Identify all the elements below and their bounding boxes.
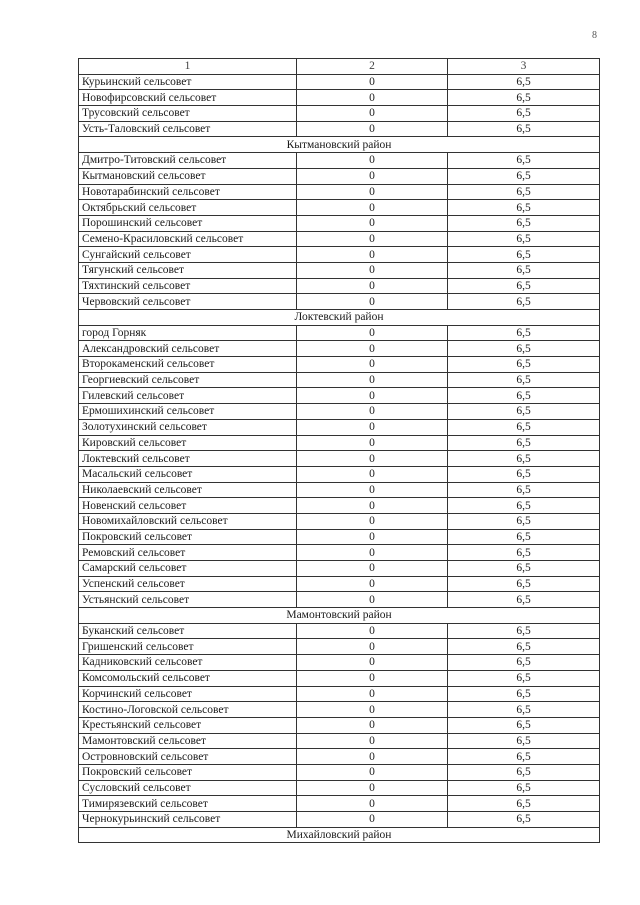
settlement-name: Ермошихинский сельсовет [79,404,297,420]
district-header-row [79,137,600,153]
column-3-value: 6,5 [448,639,600,655]
table-row [79,153,600,169]
table-row [79,215,600,231]
column-2-value: 0 [297,419,448,435]
table-row [79,717,600,733]
column-2-value: 0 [297,262,448,278]
column-2-value: 0 [297,388,448,404]
column-3-value: 6,5 [448,121,600,137]
table-row [79,231,600,247]
column-3-value: 6,5 [448,262,600,278]
column-3-value: 6,5 [448,357,600,373]
table-row [79,278,600,294]
settlement-name: Порошинский сельсовет [79,215,297,231]
column-2-value: 0 [297,780,448,796]
column-2-value: 0 [297,623,448,639]
table-row [79,90,600,106]
column-header-3: 3 [448,59,600,75]
settlement-name: Покровский сельсовет [79,529,297,545]
settlement-name: Трусовский сельсовет [79,106,297,122]
column-3-value: 6,5 [448,717,600,733]
column-3-value: 6,5 [448,215,600,231]
settlement-name: Усть-Таловский сельсовет [79,121,297,137]
settlement-name: Второкаменский сельсовет [79,357,297,373]
table-row [79,341,600,357]
column-3-value: 6,5 [448,482,600,498]
column-2-value: 0 [297,733,448,749]
column-2-value: 0 [297,435,448,451]
settlement-name: Сунгайский сельсовет [79,247,297,263]
column-2-value: 0 [297,702,448,718]
table-row [79,106,600,122]
column-2-value: 0 [297,686,448,702]
column-2-value: 0 [297,466,448,482]
table-row [79,294,600,310]
table-row [79,561,600,577]
settlement-name: Золотухинский сельсовет [79,419,297,435]
column-3-value: 6,5 [448,749,600,765]
column-header-row [79,59,600,75]
table-row [79,686,600,702]
table-row [79,451,600,467]
column-2-value: 0 [297,639,448,655]
settlement-name: Гришенский сельсовет [79,639,297,655]
settlement-name: Тяхтинский сельсовет [79,278,297,294]
table-row [79,733,600,749]
column-2-value: 0 [297,561,448,577]
table-row [79,529,600,545]
district-header-row [79,310,600,326]
column-2-value: 0 [297,200,448,216]
settlement-name: Устьянский сельсовет [79,592,297,608]
column-3-value: 6,5 [448,702,600,718]
table-row [79,74,600,90]
settlement-name: Кадниковский сельсовет [79,655,297,671]
settlement-name: Корчинский сельсовет [79,686,297,702]
settlement-name: Дмитро-Титовский сельсовет [79,153,297,169]
table-row [79,168,600,184]
column-3-value: 6,5 [448,545,600,561]
table-row [79,576,600,592]
column-3-value: 6,5 [448,74,600,90]
column-3-value: 6,5 [448,388,600,404]
table-row [79,325,600,341]
table-row [79,372,600,388]
column-3-value: 6,5 [448,733,600,749]
district-header-row [79,827,600,843]
column-3-value: 6,5 [448,529,600,545]
column-3-value: 6,5 [448,576,600,592]
table-row [79,545,600,561]
column-2-value: 0 [297,121,448,137]
column-2-value: 0 [297,247,448,263]
table-row [79,247,600,263]
settlement-name: Червовский сельсовет [79,294,297,310]
settlement-name: Ремовский сельсовет [79,545,297,561]
column-2-value: 0 [297,168,448,184]
column-3-value: 6,5 [448,561,600,577]
column-3-value: 6,5 [448,106,600,122]
column-3-value: 6,5 [448,200,600,216]
settlement-name: Островновский сельсовет [79,749,297,765]
settlement-name: Чернокурьинский сельсовет [79,812,297,828]
settlement-name: Георгиевский сельсовет [79,372,297,388]
district-header-row [79,608,600,624]
settlement-name: Комсомольский сельсовет [79,670,297,686]
settlement-name: Семено-Красиловский сельсовет [79,231,297,247]
settlement-name: Кировский сельсовет [79,435,297,451]
table-row [79,388,600,404]
column-3-value: 6,5 [448,780,600,796]
table-row [79,796,600,812]
settlement-name: Новофирсовский сельсовет [79,90,297,106]
district-name: Локтевский район [79,310,600,326]
settlement-name: Масальский сельсовет [79,466,297,482]
column-2-value: 0 [297,325,448,341]
column-3-value: 6,5 [448,372,600,388]
table-row [79,513,600,529]
column-2-value: 0 [297,153,448,169]
column-2-value: 0 [297,357,448,373]
column-3-value: 6,5 [448,90,600,106]
settlement-name: Сусловский сельсовет [79,780,297,796]
district-name: Кытмановский район [79,137,600,153]
table-row [79,498,600,514]
table-row [79,780,600,796]
column-2-value: 0 [297,513,448,529]
settlement-name: Костино-Логовской сельсовет [79,702,297,718]
column-2-value: 0 [297,341,448,357]
column-2-value: 0 [297,294,448,310]
table-row [79,200,600,216]
column-3-value: 6,5 [448,419,600,435]
column-2-value: 0 [297,764,448,780]
column-2-value: 0 [297,404,448,420]
table-row [79,404,600,420]
column-2-value: 0 [297,106,448,122]
column-3-value: 6,5 [448,294,600,310]
table-row [79,419,600,435]
column-2-value: 0 [297,545,448,561]
settlement-name: Самарский сельсовет [79,561,297,577]
page-number: 8 [592,30,597,41]
table-row [79,702,600,718]
district-name: Мамонтовский район [79,608,600,624]
table-row [79,121,600,137]
column-3-value: 6,5 [448,451,600,467]
column-2-value: 0 [297,90,448,106]
column-2-value: 0 [297,231,448,247]
table-row [79,357,600,373]
settlement-name: Успенский сельсовет [79,576,297,592]
column-2-value: 0 [297,74,448,90]
column-3-value: 6,5 [448,153,600,169]
settlement-name: Новенский сельсовет [79,498,297,514]
column-2-value: 0 [297,451,448,467]
settlement-name: Буканский сельсовет [79,623,297,639]
column-2-value: 0 [297,655,448,671]
column-2-value: 0 [297,498,448,514]
column-3-value: 6,5 [448,764,600,780]
table-row [79,435,600,451]
settlement-name: Николаевский сельсовет [79,482,297,498]
column-header-2: 2 [297,59,448,75]
table-row [79,812,600,828]
column-2-value: 0 [297,576,448,592]
column-3-value: 6,5 [448,278,600,294]
column-3-value: 6,5 [448,498,600,514]
settlement-name: Новомихайловский сельсовет [79,513,297,529]
settlement-name: Покровский сельсовет [79,764,297,780]
column-2-value: 0 [297,278,448,294]
table-row [79,466,600,482]
column-3-value: 6,5 [448,325,600,341]
table-row [79,623,600,639]
column-3-value: 6,5 [448,513,600,529]
column-2-value: 0 [297,717,448,733]
table-row [79,482,600,498]
table-row [79,639,600,655]
table-row [79,749,600,765]
table-row [79,764,600,780]
settlement-name: Тимирязевский сельсовет [79,796,297,812]
column-2-value: 0 [297,372,448,388]
settlement-name: Крестьянский сельсовет [79,717,297,733]
district-name: Михайловский район [79,827,600,843]
column-3-value: 6,5 [448,812,600,828]
column-3-value: 6,5 [448,655,600,671]
column-3-value: 6,5 [448,184,600,200]
column-3-value: 6,5 [448,623,600,639]
column-3-value: 6,5 [448,796,600,812]
table-row [79,670,600,686]
rates-table [78,58,600,843]
column-2-value: 0 [297,215,448,231]
settlement-name: Октябрьский сельсовет [79,200,297,216]
table-row [79,655,600,671]
settlement-name: Новотарабинский сельсовет [79,184,297,200]
table-row [79,262,600,278]
column-2-value: 0 [297,529,448,545]
settlement-name: Александровский сельсовет [79,341,297,357]
settlement-name: Гилевский сельсовет [79,388,297,404]
column-3-value: 6,5 [448,231,600,247]
column-header-1: 1 [79,59,297,75]
settlement-name: Кытмановский сельсовет [79,168,297,184]
column-2-value: 0 [297,796,448,812]
table-row [79,184,600,200]
settlement-name: Локтевский сельсовет [79,451,297,467]
column-3-value: 6,5 [448,168,600,184]
column-2-value: 0 [297,749,448,765]
column-3-value: 6,5 [448,341,600,357]
settlement-name: Тягунский сельсовет [79,262,297,278]
column-2-value: 0 [297,812,448,828]
column-3-value: 6,5 [448,686,600,702]
settlement-name: город Горняк [79,325,297,341]
column-2-value: 0 [297,184,448,200]
column-2-value: 0 [297,592,448,608]
column-3-value: 6,5 [448,435,600,451]
column-2-value: 0 [297,670,448,686]
column-3-value: 6,5 [448,592,600,608]
settlement-name: Курьинский сельсовет [79,74,297,90]
column-2-value: 0 [297,482,448,498]
column-3-value: 6,5 [448,670,600,686]
column-3-value: 6,5 [448,404,600,420]
settlement-name: Мамонтовский сельсовет [79,733,297,749]
column-3-value: 6,5 [448,247,600,263]
table-row [79,592,600,608]
column-3-value: 6,5 [448,466,600,482]
